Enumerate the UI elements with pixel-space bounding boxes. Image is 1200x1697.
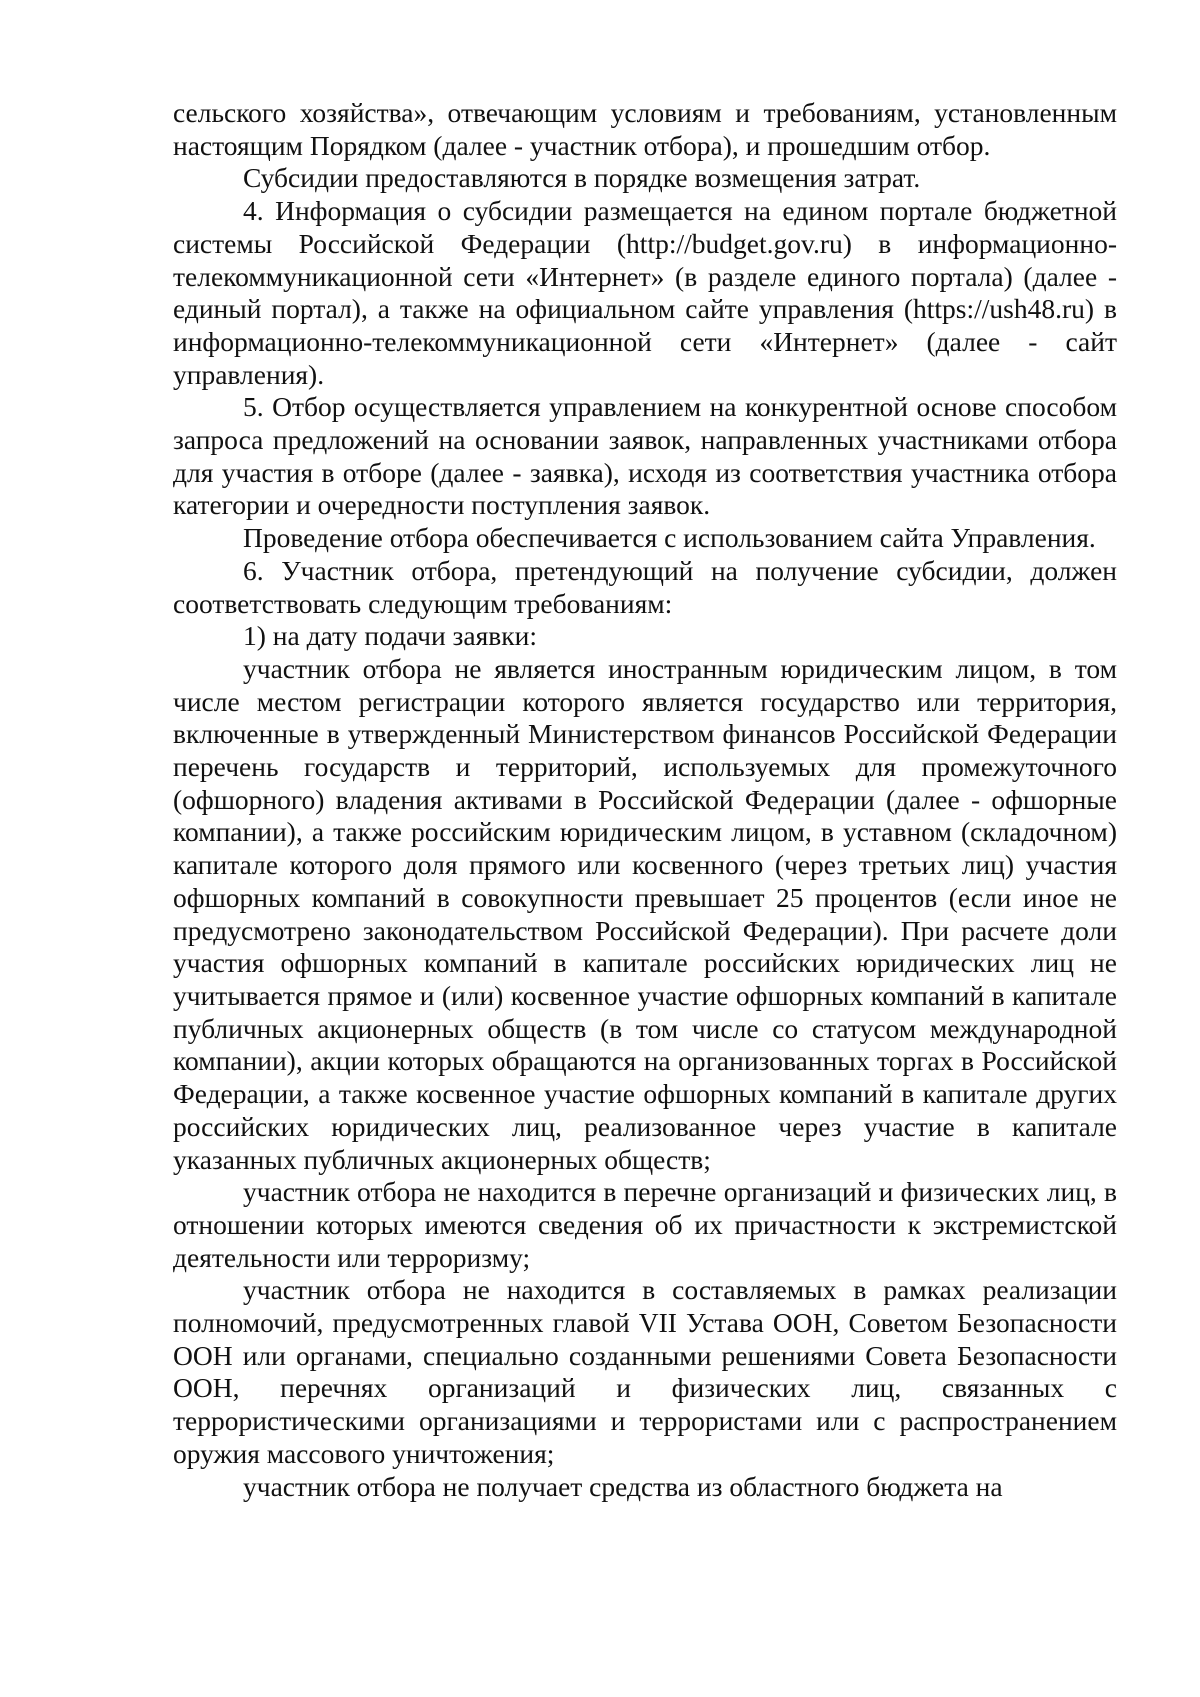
paragraph-un-lists-requirement: участник отбора не находится в составляемых в рамках реализации полномочий, предусмотренных главой VII Устава ООН, Советом Безопасности ООН или органами, специально созданными решениями Совета Безопасности ООН, перечнях организаций и физических лиц, связанных с террористическими организациями и террористами или с распространением оружия массового уничтожения; <box>173 1274 1117 1469</box>
paragraph-selection-site: Проведение отбора обеспечивается с использованием сайта Управления. <box>243 522 1096 554</box>
paragraph-offshore-requirement: участник отбора не является иностранным юридическим лицом, в том числе местом регистрации которого является государство или территория, включенные в утвержденный Министерством финансов Российской Федерации перечень государств и территорий, используемых для промежуточного (офшорного) владения активами в Российской Федерации (далее - офшорные компании), а также российским юридическим лицом, в уставном (складочном) капитале которого доля прямого или косвенного (через третьих лиц) участия офшорных компаний в совокупности превышает 25 процентов (если иное не предусмотрено законодательством Российской Федерации). При расчете доли участия офшорных компаний в капитале российских юридических лиц не учитывается прямое и (или) косвенное участие офшорных компаний в капитале публичных акционерных обществ (в том числе со статусом международной компании), акции которых обращаются на организованных торгах в Российской Федерации, а также косвенное участие офшорных компаний в капитале других российских юридических лиц, реализованное через участие в капитале указанных публичных акционерных обществ; <box>173 652 1117 1175</box>
document-body <box>173 97 1117 1503</box>
paragraph-subitem-1: 1) на дату подачи заявки: <box>243 620 537 652</box>
paragraph-item-5: 5. Отбор осуществляется управлением на конкурентной основе способом запроса предложений на основании заявок, направленных участниками отбора для участия в отборе (далее - заявка), исходя из соответствия участника отбора категории и очередности поступления заявок. <box>173 391 1117 521</box>
paragraph-extremism-requirement: участник отбора не находится в перечне организаций и физических лиц, в отношении которых имеются сведения об их причастности к экстремистской деятельности или терроризму; <box>173 1176 1117 1273</box>
paragraph-subsidy-compensation: Субсидии предоставляются в порядке возмещения затрат. <box>243 162 921 194</box>
paragraph-item-4: 4. Информация о субсидии размещается на едином портале бюджетной системы Российской Федерации (http://budget.gov.ru) в информационно-телекоммуникационной сети «Интернет» (в разделе единого портала) (далее - единый портал), а также на официальном сайте управления (https://ush48.ru) в информационно-телекоммуникационной сети «Интернет» (далее - сайт управления). <box>173 195 1117 390</box>
paragraph-budget-funds-requirement: участник отбора не получает средства из областного бюджета на <box>243 1470 1003 1502</box>
paragraph-continuation: сельского хозяйства», отвечающим условиям и требованиям, установленным настоящим Порядком (далее - участник отбора), и прошедшим отбор. <box>173 97 1117 161</box>
paragraph-item-6: 6. Участник отбора, претендующий на получение субсидии, должен соответствовать следующим требованиям: <box>173 554 1117 619</box>
